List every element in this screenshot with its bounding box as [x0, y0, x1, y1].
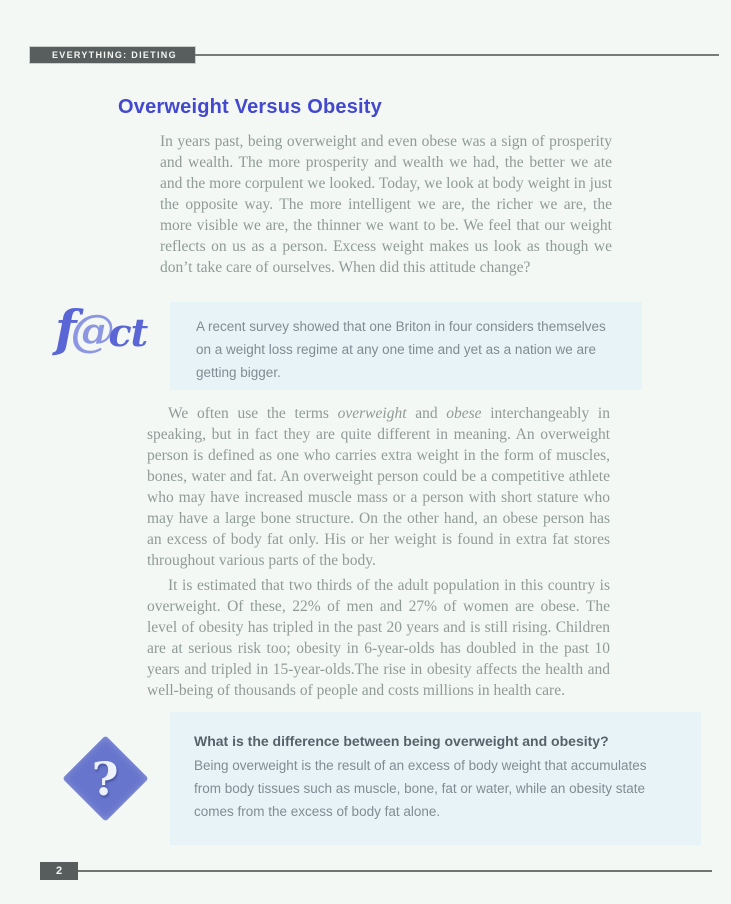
question-heading: What is the difference between being overweight and obesity?: [194, 733, 609, 749]
question-box: [170, 712, 701, 845]
paragraph-statistics: It is estimated that two thirds of the adult population in this country is overweight. Of these, 22% of men and 27% of women are obese. The level of obesity has tripled in the past 20 years and is still rising. Children are at serious risk too; obesity in 6-year-olds has doubled in the past 10 years and tripled in 15-year-olds.The rise in obesity affects the health and well-being of thousands of people and costs millions in health care.: [147, 577, 610, 699]
term-obese: obese: [446, 405, 482, 422]
fact-logo: [55, 298, 185, 368]
series-title-bar: [30, 47, 195, 63]
question-mark-glyph: ?: [91, 750, 119, 805]
question-answer: Being overweight is the result of an excess of body weight that accumulates from body tissues such as muscle, bone, fat or water, while an obesity state comes from the excess of body fat alone.: [194, 758, 647, 819]
fact-logo-letters-ct: ct: [108, 310, 148, 355]
fact-box: [170, 302, 642, 390]
fact-logo-letter-f: f: [55, 299, 77, 358]
paragraph-terms-segment: We often use the terms: [168, 405, 338, 422]
question-diamond: [61, 734, 149, 822]
paragraph-intro: In years past, being overweight and even obese was a sign of prosperity and wealth. The more prosperity and wealth we had, the better we ate and the more corpulent we looked. Today, we look at body weight in just the opposite way. The more intelligent we are, the richer we are, the more visible we are, the thinner we want to be. We feel that our weight reflects on us as a person. Excess weight makes us look as though we don’t take care of ourselves. When did this attitude change?: [160, 133, 612, 276]
section-title: Overweight Versus Obesity: [118, 96, 382, 118]
paragraph-terms-segment: and: [406, 405, 447, 422]
at-sign-icon: @: [70, 306, 113, 357]
term-overweight: overweight: [337, 405, 407, 422]
footer-rule: [78, 870, 712, 872]
body-text-block: [147, 403, 610, 701]
series-title: EVERYTHING: DIETING: [52, 50, 177, 60]
paragraph-terms-segment: interchangeably in speaking, but in fact they are quite different in meaning. An overweight person is defined as one who carries extra weight in the form of muscles, bones, water and fat. An overweight person could be a competitive athlete who may have increased muscle mass or a person with short stature who may have a large bone structure. On the other hand, an obese person has an excess of body fat only. His or her weight is found in extra fat stores throughout various parts of the body.: [147, 405, 610, 569]
paragraph-terms: [147, 403, 610, 571]
fact-text: A recent survey showed that one Briton in four considers themselves on a weight loss regime at any one time and yet as a nation we are getting bigger.: [196, 319, 606, 380]
question-mark-icon: [62, 735, 148, 821]
page-number: 2: [55, 865, 63, 877]
header-rule: [195, 54, 719, 56]
page-number-box: [40, 862, 78, 880]
